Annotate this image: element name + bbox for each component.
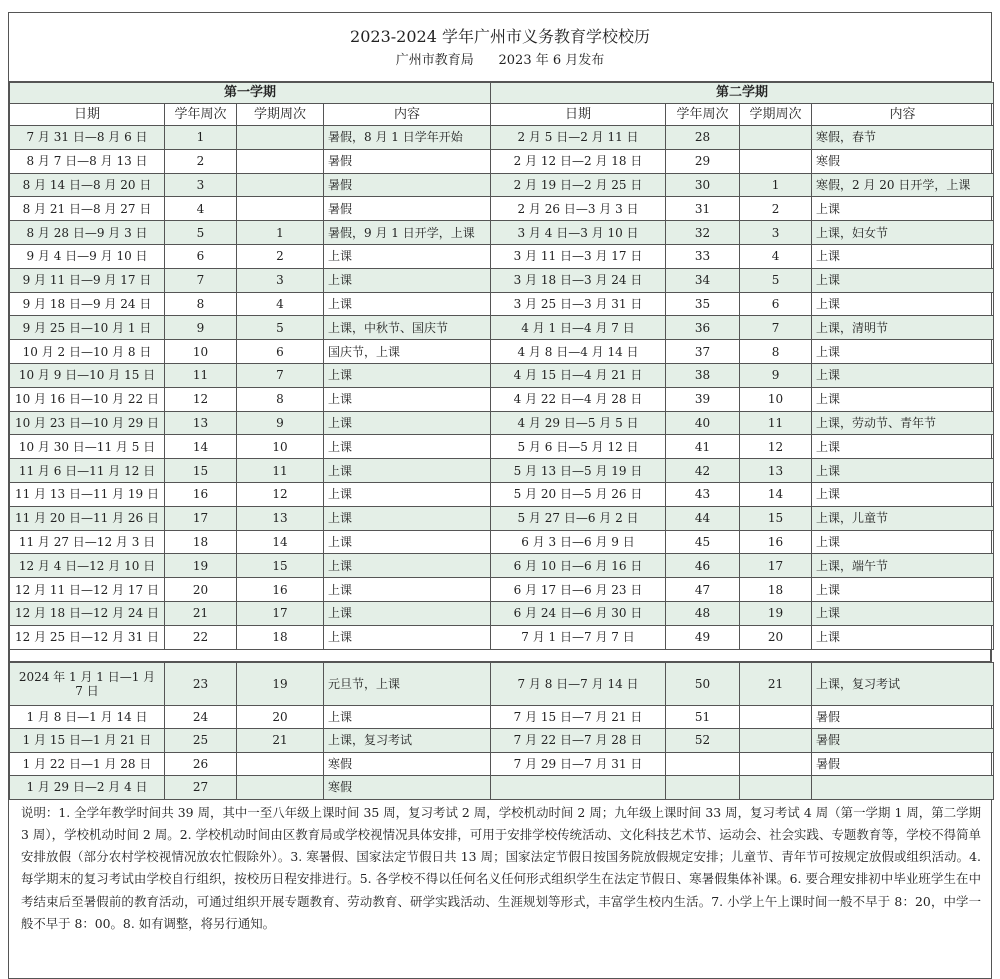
date-cell: 7 月 22 日—7 月 28 日: [491, 729, 666, 753]
col-year-week-2: 学年周次: [666, 104, 740, 126]
term-week-cell: 8: [740, 340, 812, 364]
term-week-cell: 19: [237, 662, 324, 705]
date-cell: 2 月 5 日—2 月 11 日: [491, 126, 666, 150]
term-week-cell: 16: [237, 578, 324, 602]
term-week-cell: 21: [237, 729, 324, 753]
content-cell: [812, 776, 994, 800]
content-cell: 上课: [812, 459, 994, 483]
column-header-row: [10, 104, 994, 126]
date-cell: 8 月 21 日—8 月 27 日: [10, 197, 165, 221]
term-week-cell: 21: [740, 662, 812, 705]
date-cell: 10 月 2 日—10 月 8 日: [10, 340, 165, 364]
date-cell: 6 月 17 日—6 月 23 日: [491, 578, 666, 602]
date-cell: 9 月 25 日—10 月 1 日: [10, 316, 165, 340]
content-cell: 上课: [812, 340, 994, 364]
content-cell: 上课，劳动节、青年节: [812, 411, 994, 435]
year-week-cell: 43: [666, 482, 740, 506]
term-week-cell: [237, 776, 324, 800]
term-week-cell: 5: [237, 316, 324, 340]
content-cell: 寒假: [812, 149, 994, 173]
semester-header-row: [10, 83, 994, 104]
content-cell: 上课: [812, 244, 994, 268]
content-cell: 暑假: [812, 705, 994, 729]
term-week-cell: 2: [740, 197, 812, 221]
term-week-cell: 19: [740, 601, 812, 625]
date-cell: 10 月 9 日—10 月 15 日: [10, 363, 165, 387]
content-cell: 上课: [812, 578, 994, 602]
notes-paragraph: 说明：1. 全学年教学时间共 39 周，其中一至八年级上课时间 35 周，复习考试 2 周，学校机动时间 2 周；九年级上课时间 33 周，复习考试 4 周（第一学期 1 周，第二学期 3 周），学校机动时间 2 周。2. 学校机动时间由区教育局或学校视情况具体安排，可用于安排学校传统活动、文化科技艺术节、运动会、社会实践、专题教育等，学校不得简单安排放假（部分农村学校视情况放农忙假除外）。3. 寒暑假、国家法定节假日共 13 周；国家法定节假日按国务院放假规定安排；儿童节、青年节可按规定放假或组织活动。4. 每学期末的复习考试由学校自行组织，按校历日程安排进行。5. 各学校不得以任何名义任何形式组织学生在法定节假日、寒暑假集体补课。6. 要合理安排初中毕业班学生在中考结束后至暑假前的教育活动，可通过组织开展专题教育、劳动教育、研学实践活动、生涯规划等形式，丰富学生校内生活。7. 小学上午上课时间一般不早于 8：20，中学一般不早于 8：00。8. 如有调整，将另行通知。: [21, 804, 981, 932]
content-cell: 上课: [324, 625, 491, 649]
term-week-cell: 10: [740, 387, 812, 411]
table-row: [10, 126, 994, 150]
table-row: [10, 173, 994, 197]
term-week-cell: [740, 705, 812, 729]
content-cell: 上课: [324, 363, 491, 387]
term-week-cell: [740, 752, 812, 776]
col-date-1: 日期: [10, 104, 165, 126]
term-week-cell: [237, 149, 324, 173]
term-week-cell: [237, 173, 324, 197]
date-cell: 7 月 31 日—8 月 6 日: [10, 126, 165, 150]
content-cell: 上课: [812, 197, 994, 221]
term-week-cell: 7: [237, 363, 324, 387]
table-row: [10, 435, 994, 459]
term-week-cell: 13: [237, 506, 324, 530]
year-week-cell: 4: [165, 197, 237, 221]
table-row: [10, 530, 994, 554]
date-cell: 5 月 20 日—5 月 26 日: [491, 482, 666, 506]
term-week-cell: 10: [237, 435, 324, 459]
content-cell: 上课: [812, 363, 994, 387]
table-row: [10, 292, 994, 316]
date-cell: 9 月 11 日—9 月 17 日: [10, 268, 165, 292]
content-cell: 上课: [324, 530, 491, 554]
year-week-cell: 52: [666, 729, 740, 753]
term-week-cell: [237, 197, 324, 221]
table-row: [10, 363, 994, 387]
content-cell: 寒假，2 月 20 日开学，上课: [812, 173, 994, 197]
table-row: [10, 729, 994, 753]
term-week-cell: 15: [237, 554, 324, 578]
date-cell: 12 月 18 日—12 月 24 日: [10, 601, 165, 625]
year-week-cell: 13: [165, 411, 237, 435]
date-cell: 3 月 4 日—3 月 10 日: [491, 221, 666, 245]
content-cell: 上课: [324, 244, 491, 268]
content-cell: 国庆节，上课: [324, 340, 491, 364]
term-week-cell: 20: [237, 705, 324, 729]
year-week-cell: 34: [666, 268, 740, 292]
content-cell: 上课，端午节: [812, 554, 994, 578]
year-week-cell: 8: [165, 292, 237, 316]
term-week-cell: [740, 776, 812, 800]
table-row: [10, 316, 994, 340]
year-week-cell: 22: [165, 625, 237, 649]
year-week-cell: 12: [165, 387, 237, 411]
year-week-cell: 10: [165, 340, 237, 364]
date-cell: 5 月 13 日—5 月 19 日: [491, 459, 666, 483]
content-cell: 上课: [324, 705, 491, 729]
year-week-cell: 16: [165, 482, 237, 506]
content-cell: 上课: [324, 268, 491, 292]
date-cell: 4 月 22 日—4 月 28 日: [491, 387, 666, 411]
year-week-cell: 25: [165, 729, 237, 753]
content-cell: 上课，复习考试: [812, 662, 994, 705]
content-cell: 寒假: [324, 776, 491, 800]
date-cell: 1 月 29 日—2 月 4 日: [10, 776, 165, 800]
date-cell: 2 月 12 日—2 月 18 日: [491, 149, 666, 173]
date-cell: 3 月 11 日—3 月 17 日: [491, 244, 666, 268]
content-cell: 上课，中秋节、国庆节: [324, 316, 491, 340]
year-week-cell: 39: [666, 387, 740, 411]
table-row: [10, 601, 994, 625]
date-cell: 2 月 19 日—2 月 25 日: [491, 173, 666, 197]
date-cell: 7 月 29 日—7 月 31 日: [491, 752, 666, 776]
year-week-cell: 5: [165, 221, 237, 245]
date-cell: 1 月 8 日—1 月 14 日: [10, 705, 165, 729]
table-row: [10, 221, 994, 245]
term-week-cell: 1: [237, 221, 324, 245]
term-week-cell: 11: [237, 459, 324, 483]
date-cell: 10 月 23 日—10 月 29 日: [10, 411, 165, 435]
year-week-cell: 20: [165, 578, 237, 602]
year-week-cell: 18: [165, 530, 237, 554]
col-year-week-1: 学年周次: [165, 104, 237, 126]
content-cell: 暑假: [812, 729, 994, 753]
content-cell: 上课: [324, 292, 491, 316]
term-week-cell: 18: [237, 625, 324, 649]
year-week-cell: 41: [666, 435, 740, 459]
table-row: [10, 625, 994, 649]
content-cell: 暑假: [812, 752, 994, 776]
table-row: [10, 554, 994, 578]
year-week-cell: 28: [666, 126, 740, 150]
date-cell: 1 月 22 日—1 月 28 日: [10, 752, 165, 776]
col-term-week-2: 学期周次: [740, 104, 812, 126]
content-cell: 暑假: [324, 173, 491, 197]
term-week-cell: [740, 729, 812, 753]
publisher-line: 广州市教育局 2023 年 6 月发布: [395, 53, 605, 68]
term-week-cell: 16: [740, 530, 812, 554]
date-cell: 8 月 7 日—8 月 13 日: [10, 149, 165, 173]
content-cell: 上课: [812, 435, 994, 459]
year-week-cell: 30: [666, 173, 740, 197]
date-cell: 12 月 25 日—12 月 31 日: [10, 625, 165, 649]
date-cell: 4 月 29 日—5 月 5 日: [491, 411, 666, 435]
content-cell: 上课: [324, 387, 491, 411]
table-row: [10, 244, 994, 268]
date-cell: 12 月 11 日—12 月 17 日: [10, 578, 165, 602]
year-week-cell: 47: [666, 578, 740, 602]
content-cell: 寒假，春节: [812, 126, 994, 150]
content-cell: 上课，复习考试: [324, 729, 491, 753]
content-cell: 暑假: [324, 197, 491, 221]
table-row: [10, 411, 994, 435]
year-week-cell: 23: [165, 662, 237, 705]
table-row: [10, 662, 994, 705]
table-row: [10, 578, 994, 602]
date-cell: 9 月 4 日—9 月 10 日: [10, 244, 165, 268]
table-row: [10, 149, 994, 173]
content-cell: 上课，儿童节: [812, 506, 994, 530]
term-week-cell: 12: [237, 482, 324, 506]
year-week-cell: 32: [666, 221, 740, 245]
content-cell: 上课: [324, 554, 491, 578]
term-week-cell: 18: [740, 578, 812, 602]
school-calendar-sheet: [8, 12, 992, 979]
term-week-cell: 6: [237, 340, 324, 364]
date-cell: 2 月 26 日—3 月 3 日: [491, 197, 666, 221]
year-week-cell: 51: [666, 705, 740, 729]
content-cell: 上课: [324, 506, 491, 530]
year-week-cell: 36: [666, 316, 740, 340]
table-row: [10, 752, 994, 776]
date-cell: 8 月 14 日—8 月 20 日: [10, 173, 165, 197]
content-cell: 上课: [324, 482, 491, 506]
date-cell: 8 月 28 日—9 月 3 日: [10, 221, 165, 245]
term-week-cell: 12: [740, 435, 812, 459]
year-week-cell: 3: [165, 173, 237, 197]
term-week-cell: 17: [740, 554, 812, 578]
table-row: [10, 459, 994, 483]
content-cell: 上课: [812, 482, 994, 506]
term-week-cell: 5: [740, 268, 812, 292]
term-week-cell: 9: [237, 411, 324, 435]
year-week-cell: 15: [165, 459, 237, 483]
date-cell: 4 月 1 日—4 月 7 日: [491, 316, 666, 340]
content-cell: 上课: [812, 625, 994, 649]
year-week-cell: 48: [666, 601, 740, 625]
term-week-cell: 3: [740, 221, 812, 245]
term-week-cell: [237, 126, 324, 150]
content-cell: 上课: [812, 530, 994, 554]
table-row: [10, 268, 994, 292]
year-week-cell: 50: [666, 662, 740, 705]
table-row: [10, 776, 994, 800]
year-week-cell: 40: [666, 411, 740, 435]
year-week-cell: 2: [165, 149, 237, 173]
year-week-cell: 9: [165, 316, 237, 340]
col-date-2: 日期: [491, 104, 666, 126]
term-week-cell: 11: [740, 411, 812, 435]
date-cell: 4 月 8 日—4 月 14 日: [491, 340, 666, 364]
term-week-cell: 17: [237, 601, 324, 625]
term-week-cell: 14: [740, 482, 812, 506]
date-cell: 5 月 6 日—5 月 12 日: [491, 435, 666, 459]
table-row: [10, 482, 994, 506]
term-week-cell: 8: [237, 387, 324, 411]
year-week-cell: 29: [666, 149, 740, 173]
content-cell: 上课，妇女节: [812, 221, 994, 245]
date-cell: 12 月 4 日—12 月 10 日: [10, 554, 165, 578]
content-cell: 上课: [324, 601, 491, 625]
content-cell: 暑假，8 月 1 日学年开始: [324, 126, 491, 150]
date-cell: [491, 776, 666, 800]
table-row: [10, 387, 994, 411]
table-row: [10, 340, 994, 364]
calendar-table-main: [9, 82, 994, 650]
date-cell: 6 月 3 日—6 月 9 日: [491, 530, 666, 554]
content-cell: 上课: [812, 268, 994, 292]
term-week-cell: 4: [740, 244, 812, 268]
date-cell: 6 月 10 日—6 月 16 日: [491, 554, 666, 578]
year-week-cell: 19: [165, 554, 237, 578]
date-cell: 11 月 27 日—12 月 3 日: [10, 530, 165, 554]
content-cell: 上课，清明节: [812, 316, 994, 340]
term-week-cell: 20: [740, 625, 812, 649]
content-cell: 元旦节，上课: [324, 662, 491, 705]
year-week-cell: 45: [666, 530, 740, 554]
content-cell: 上课: [324, 459, 491, 483]
content-cell: 暑假: [324, 149, 491, 173]
year-week-cell: [666, 776, 740, 800]
year-week-cell: 6: [165, 244, 237, 268]
year-week-cell: 24: [165, 705, 237, 729]
term-week-cell: 6: [740, 292, 812, 316]
term-week-cell: 9: [740, 363, 812, 387]
table-row: [10, 705, 994, 729]
date-cell: 5 月 27 日—6 月 2 日: [491, 506, 666, 530]
table-row: [10, 197, 994, 221]
year-week-cell: 33: [666, 244, 740, 268]
term-week-cell: 15: [740, 506, 812, 530]
year-week-cell: 7: [165, 268, 237, 292]
content-cell: 暑假，9 月 1 日开学，上课: [324, 221, 491, 245]
year-week-cell: 49: [666, 625, 740, 649]
term-week-cell: [740, 126, 812, 150]
year-week-cell: 14: [165, 435, 237, 459]
date-cell: 3 月 18 日—3 月 24 日: [491, 268, 666, 292]
date-cell: 6 月 24 日—6 月 30 日: [491, 601, 666, 625]
date-cell: 1 月 15 日—1 月 21 日: [10, 729, 165, 753]
content-cell: 上课: [324, 578, 491, 602]
content-cell: 上课: [812, 292, 994, 316]
content-cell: 上课: [812, 601, 994, 625]
col-content-1: 内容: [324, 104, 491, 126]
table-spacer: [9, 650, 991, 662]
date-cell: 7 月 8 日—7 月 14 日: [491, 662, 666, 705]
year-week-cell: 31: [666, 197, 740, 221]
date-cell: 11 月 13 日—11 月 19 日: [10, 482, 165, 506]
page-title: 2023-2024 学年广州市义务教育学校校历: [350, 27, 650, 46]
term-week-cell: [740, 149, 812, 173]
col-content-2: 内容: [812, 104, 994, 126]
year-week-cell: 35: [666, 292, 740, 316]
term-week-cell: 13: [740, 459, 812, 483]
year-week-cell: 37: [666, 340, 740, 364]
year-week-cell: 46: [666, 554, 740, 578]
col-term-week-1: 学期周次: [237, 104, 324, 126]
year-week-cell: 1: [165, 126, 237, 150]
year-week-cell: 11: [165, 363, 237, 387]
term-week-cell: 2: [237, 244, 324, 268]
term-week-cell: [237, 752, 324, 776]
date-cell: 7 月 15 日—7 月 21 日: [491, 705, 666, 729]
content-cell: 上课: [324, 435, 491, 459]
content-cell: 上课: [812, 387, 994, 411]
year-week-cell: 17: [165, 506, 237, 530]
content-cell: 寒假: [324, 752, 491, 776]
year-week-cell: 21: [165, 601, 237, 625]
calendar-table-continued: [9, 662, 994, 800]
term-week-cell: 3: [237, 268, 324, 292]
year-week-cell: 27: [165, 776, 237, 800]
date-cell: 10 月 16 日—10 月 22 日: [10, 387, 165, 411]
year-week-cell: [666, 752, 740, 776]
calendar-header: [9, 13, 991, 82]
date-cell: 9 月 18 日—9 月 24 日: [10, 292, 165, 316]
year-week-cell: 44: [666, 506, 740, 530]
semester-1-header: 第一学期: [10, 83, 491, 104]
date-cell: 3 月 25 日—3 月 31 日: [491, 292, 666, 316]
year-week-cell: 26: [165, 752, 237, 776]
term-week-cell: 1: [740, 173, 812, 197]
date-cell: 2024 年 1 月 1 日—1 月 7 日: [10, 662, 165, 705]
year-week-cell: 42: [666, 459, 740, 483]
table-row: [10, 506, 994, 530]
semester-2-header: 第二学期: [491, 83, 994, 104]
term-week-cell: 14: [237, 530, 324, 554]
date-cell: 10 月 30 日—11 月 5 日: [10, 435, 165, 459]
year-week-cell: 38: [666, 363, 740, 387]
date-cell: 11 月 6 日—11 月 12 日: [10, 459, 165, 483]
date-cell: 4 月 15 日—4 月 21 日: [491, 363, 666, 387]
content-cell: 上课: [324, 411, 491, 435]
term-week-cell: 4: [237, 292, 324, 316]
term-week-cell: 7: [740, 316, 812, 340]
date-cell: 11 月 20 日—11 月 26 日: [10, 506, 165, 530]
date-cell: 7 月 1 日—7 月 7 日: [491, 625, 666, 649]
